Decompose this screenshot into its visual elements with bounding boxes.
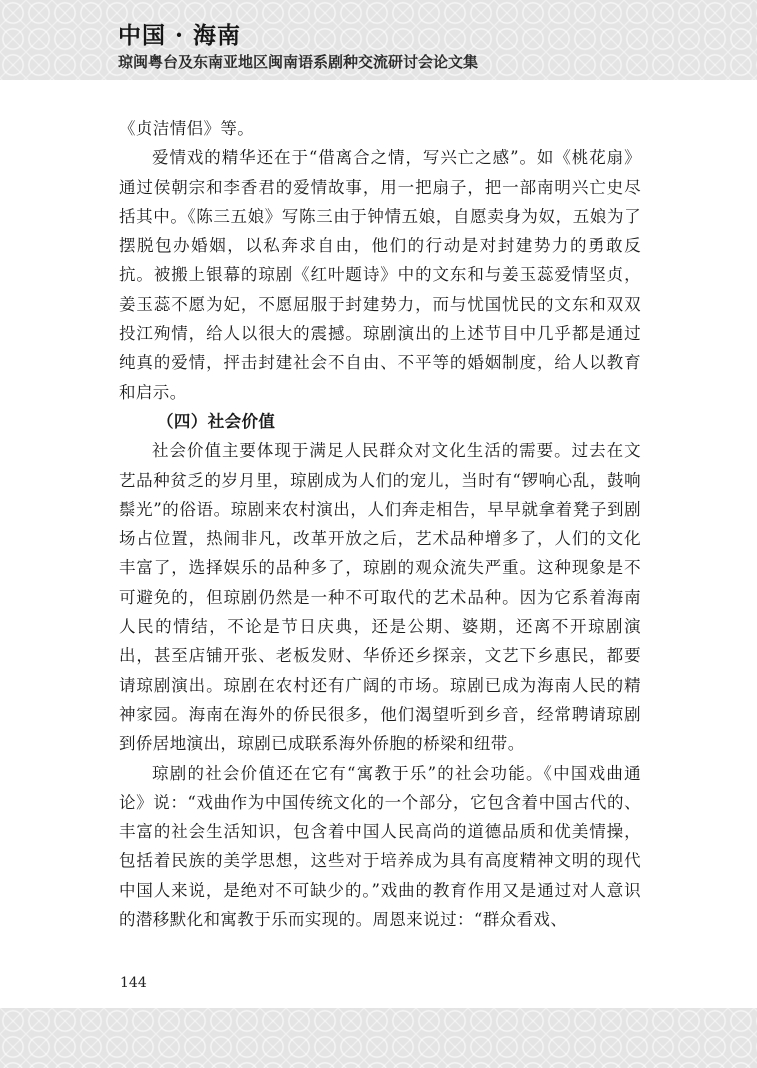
page-body xyxy=(119,114,641,934)
book-title: 中国 · 海南 xyxy=(118,22,242,49)
footer-banner xyxy=(0,1008,757,1068)
paragraph-love-drama: 爱情戏的精华还在于“借离合之情，写兴亡之感”。如《桃花扇》通过侯朝宗和李香君的爱情故事，用一把扇子，把一部南明兴亡史尽括其中。《陈三五娘》写陈三由于钟情五娘，自愿卖身为奴，五娘为了摆脱包办婚姻，以私奔求自由，他们的行动是对封建势力的勇敢反抗。被搬上银幕的琼剧《红叶题诗》中的文东和与姜玉蕊爱情坚贞，姜玉蕊不愿为妃，不愿屈服于封建势力，而与忧国忧民的文东和双双投江殉情，给人以很大的震撼。琼剧演出的上述节目中几乎都是通过纯真的爱情，抨击封建社会不自由、不平等的婚姻制度，给人以教育和启示。 xyxy=(119,148,641,402)
section-heading: （四）社会价值 xyxy=(157,411,276,431)
paragraph-education: 琼剧的社会价值还在它有“寓教于乐”的社会功能。《中国戏曲通论》说：“戏曲作为中国传统文化的一个部分，它包含着中国古代的、丰富的社会生活知识，包含着中国人民高尚的道德品质和优美情操，包括着民族的美学思想，这些对于培养成为具有高度精神文明的现代中国人来说，是绝对不可缺少的。”戏曲的教育作用又是通过对人意识的潜移默化和寓教于乐而实现的。周恩来说过：“群众看戏、 xyxy=(119,763,641,930)
header-banner xyxy=(0,0,757,80)
book-subtitle: 琼闽粤台及东南亚地区闽南语系剧种交流研讨会论文集 xyxy=(118,53,479,71)
page-number: 144 xyxy=(120,975,147,991)
paragraph-social-value: 社会价值主要体现于满足人民群众对文化生活的需要。过去在文艺品种贫乏的岁月里，琼剧成为人们的宠儿，当时有“锣响心乱，鼓响鬃光”的俗语。琼剧来农村演出，人们奔走相告，早早就拿着凳子到剧场占位置，热闹非凡，改革开放之后，艺术品种增多了，人们的文化丰富了，选择娱乐的品种多了，琼剧的观众流失严重。这种现象是不可避免的，但琼剧仍然是一种不可取代的艺术品种。因为它系着海南人民的情结，不论是节日庆典，还是公期、婆期，还离不开琼剧演出，甚至店铺开张、老板发财、华侨还乡探亲，文艺下乡惠民，都要请琼剧演出。琼剧在农村还有广阔的市场。琼剧已成为海南人民的精神家园。海南在海外的侨民很多，他们渴望听到乡音，经常聘请琼剧到侨居地演出，琼剧已成联系海外侨胞的桥梁和纽带。 xyxy=(119,441,641,754)
paragraph-continued: 《贞洁情侣》等。 xyxy=(119,119,255,138)
